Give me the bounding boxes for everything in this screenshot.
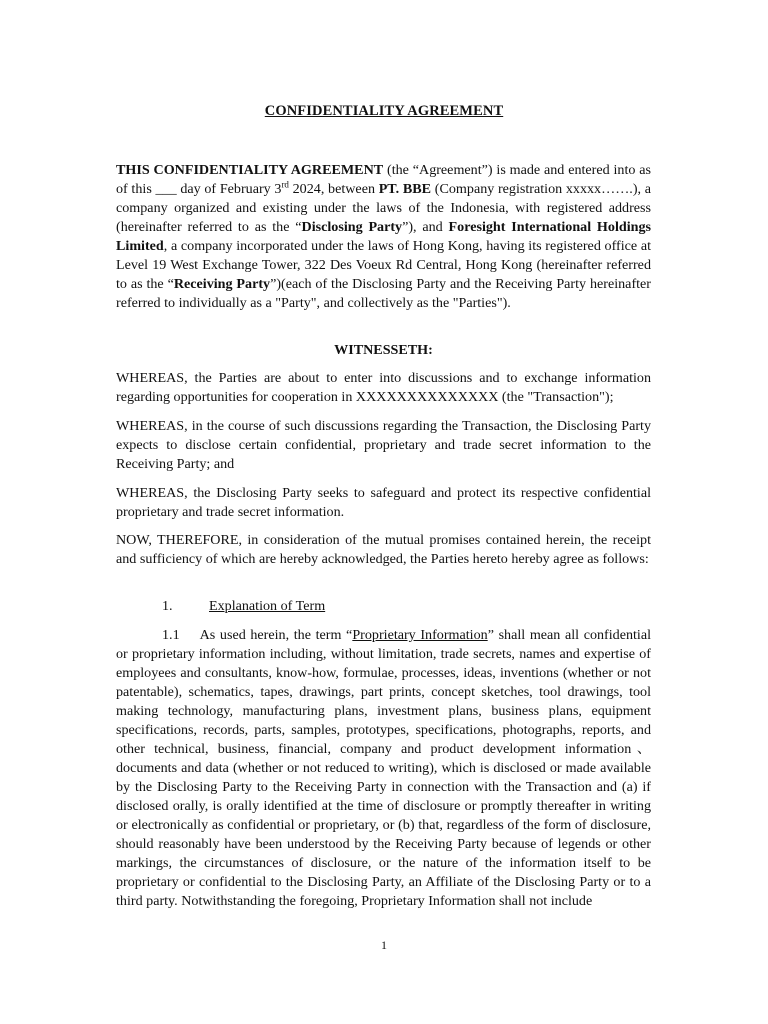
- party2-name: Foresight International Holdings Limited: [116, 219, 651, 254]
- witnesseth-heading: WITNESSETH:: [334, 342, 433, 358]
- document-title: CONFIDENTIALITY AGREEMENT: [264, 103, 504, 119]
- party1-name: PT. BBE: [378, 181, 432, 197]
- section-1-number: 1.: [162, 598, 173, 614]
- proprietary-information-term: Proprietary Information: [352, 627, 488, 643]
- intro-lead: THIS CONFIDENTIALITY AGREEMENT: [116, 162, 384, 178]
- now-therefore-paragraph: NOW, THEREFORE, in consideration of the mutual promises contained herein, the receipt and sufficiency of which are hereby acknowledged, the Parties hereto hereby agree as follows:: [116, 532, 651, 567]
- intro-text-4: ”), and: [402, 219, 449, 235]
- intro-superscript: rd: [281, 179, 289, 190]
- clause-1-1-text-1: As used herein, the term “: [199, 627, 353, 643]
- intro-text-2: 2024, between: [288, 181, 379, 197]
- section-1-heading: Explanation of Term: [209, 598, 326, 614]
- whereas-paragraph-1: WHEREAS, the Parties are about to enter into discussions and to exchange information regarding opportunities for cooperation in XXXXXXXXXXXXXX (the "Transaction");: [116, 370, 651, 405]
- clause-1-1-paragraph: [116, 626, 651, 911]
- whereas-paragraph-2: WHEREAS, in the course of such discussions regarding the Transaction, the Disclosing Party expects to disclose certain confidential, proprietary and trade secret information to the Receiving Party; and: [116, 418, 651, 472]
- intro-text-5: , a company incorporated under the laws of Hong Kong, having its registered office at Level 19 West Exchange Tower, 322 Des Voeux Rd Central, Hong Kong (hereinafter referred to as the “: [116, 238, 651, 292]
- whereas-paragraph-3: WHEREAS, the Disclosing Party seeks to safeguard and protect its respective confidential proprietary and trade secret information.: [116, 485, 651, 520]
- clause-1-1-number: 1.1: [162, 627, 180, 643]
- page-number: 1: [381, 938, 387, 952]
- clause-1-1-text-2: ” shall mean all confidential or proprietary information including, without limitation, trade secrets, names and expertise of employees and consultants, know-how, formulae, processes, ideas, inventions (whether or not patentable), schematics, tapes, drawings, part prints, concept sketches, tool drawings, tool making technology, manufacturing plans, investment plans, business plans, equipment specifications, records, parts, samples, prototypes, specifications, photographs, reports, and other technical, business, financial, company and product development information、 documents and data (whether or not reduced to writing), which is disclosed or made available by the Disclosing Party to the Receiving Party in connection with the Transaction and (a) if disclosed orally, is orally identified at the time of disclosure or promptly thereafter in writing or electronically as confidential or proprietary, or (b) that, regardless of the form of disclosure, should reasonably have been understood by the Receiving Party because of legends or other markings, the circumstances of disclosure, or the nature of the information itself to be proprietary or confidential to the Disclosing Party, an Affiliate of the Disclosing Party or to a third party. Notwithstanding the foregoing, Proprietary Information shall not include: [116, 627, 652, 909]
- disclosing-party-term: Disclosing Party: [301, 219, 403, 235]
- receiving-party-term: Receiving Party: [173, 276, 271, 292]
- intro-text-3: (Company registration xxxxx…….), a company organized and existing under the laws of the Indonesia, with registered address (hereinafter referred to as the “: [116, 181, 651, 235]
- intro-text-1: (the “Agreement”) is made and entered into as of this ___ day of February 3: [116, 162, 652, 197]
- intro-text-6: ”)(each of the Disclosing Party and the Receiving Party hereinafter referred to individually as a "Party", and collectively as the "Parties").: [116, 276, 651, 311]
- intro-paragraph: [116, 161, 651, 313]
